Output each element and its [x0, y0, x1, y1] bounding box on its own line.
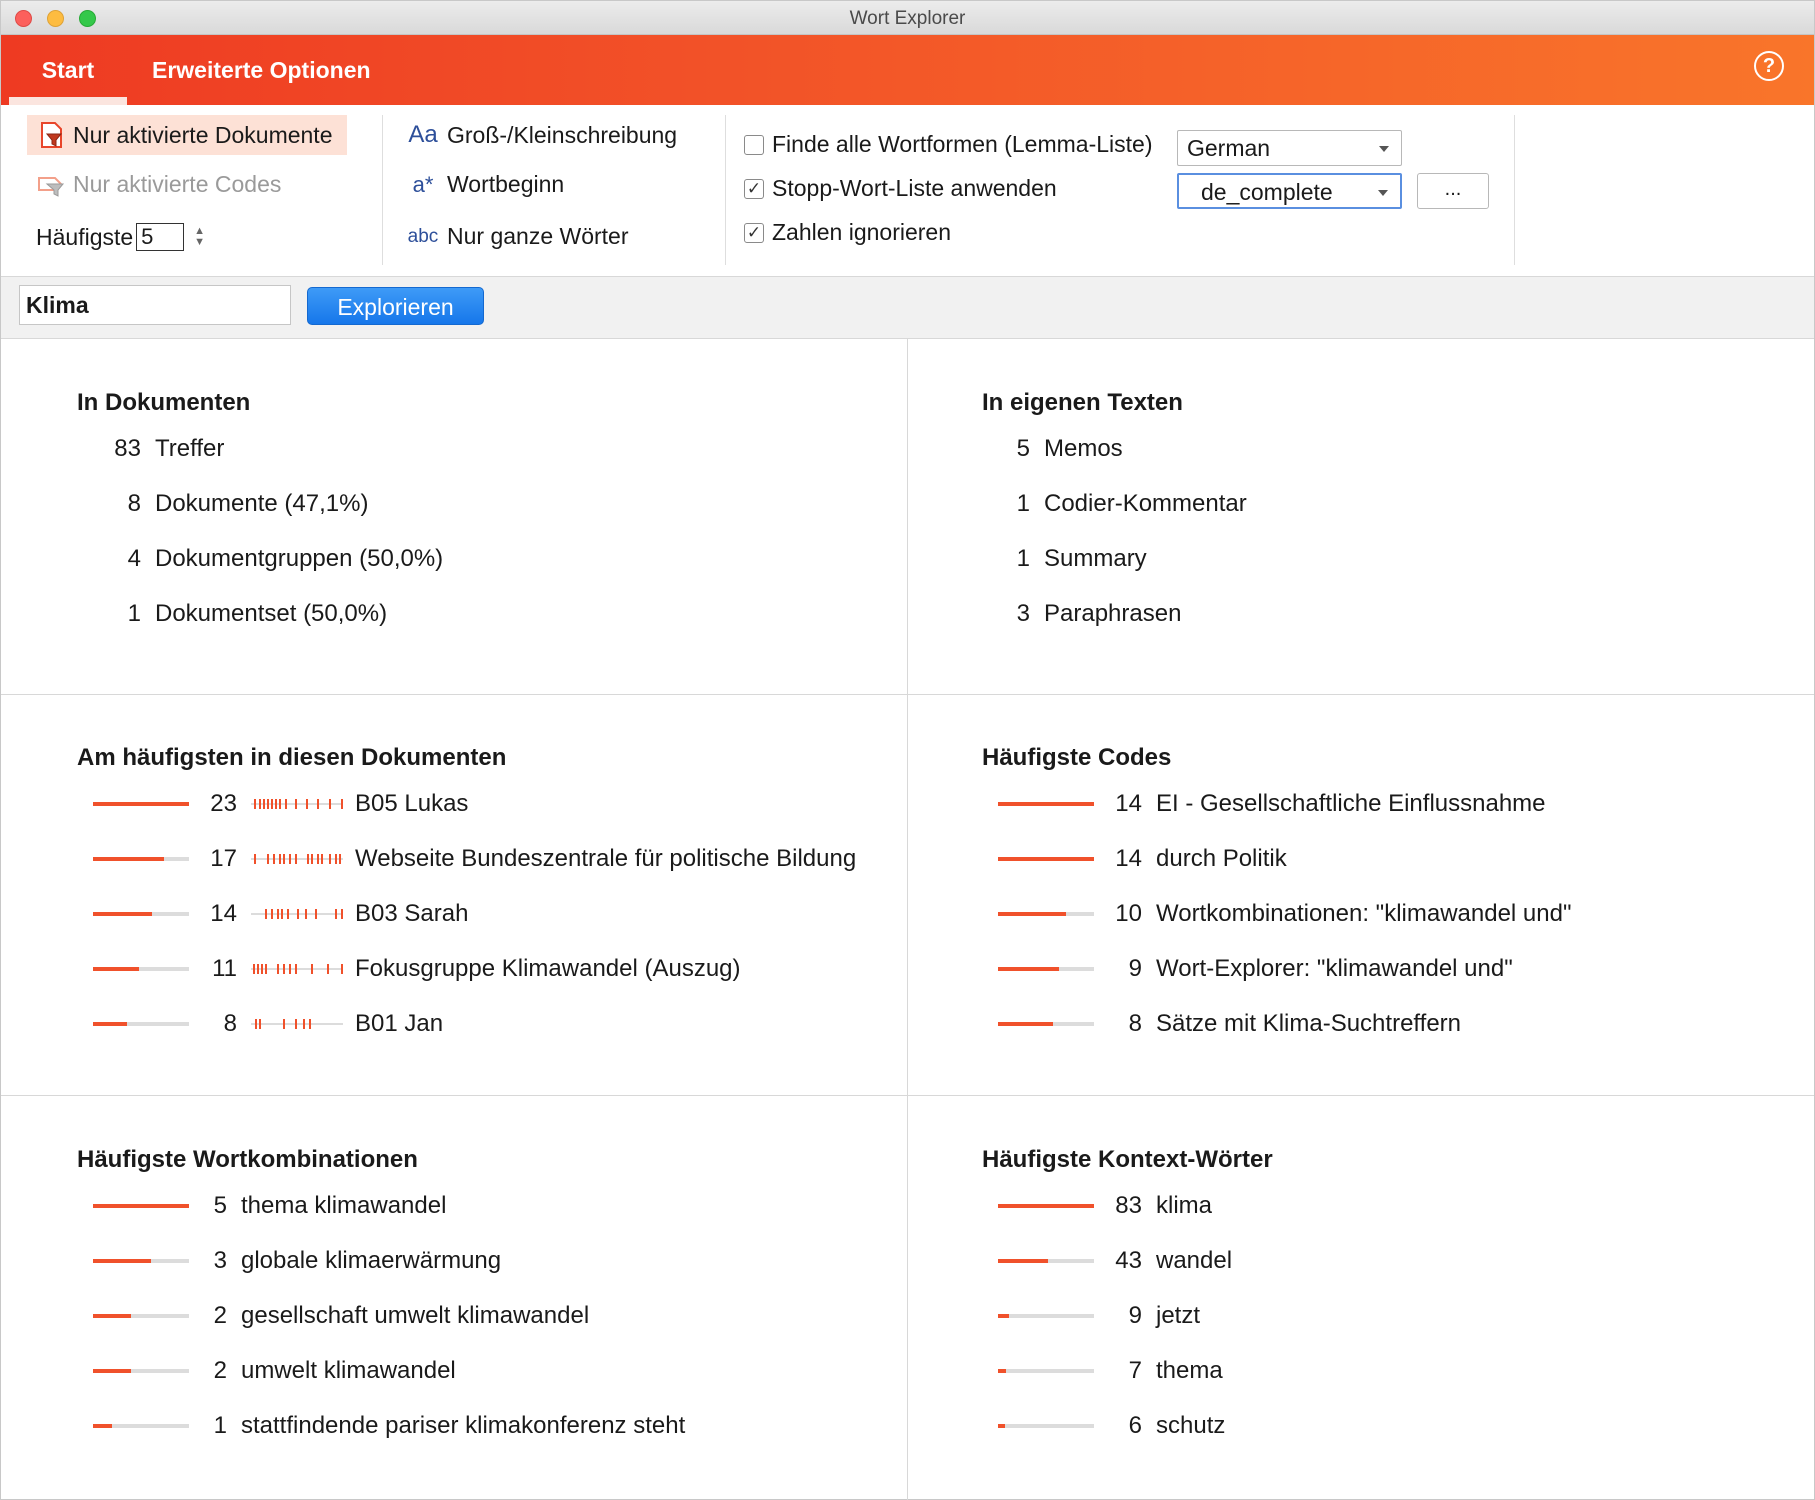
hit-tick: [285, 799, 287, 809]
count-row: [1000, 544, 1147, 574]
frequency-bar: [93, 1424, 189, 1428]
document-name: B01 Jan: [355, 1010, 444, 1037]
hit-tick: [267, 854, 269, 864]
toolbar-separator: [382, 115, 383, 265]
frequency-bar: [998, 857, 1094, 861]
frequency-bar-fill: [998, 857, 1094, 861]
hit-tick: [317, 854, 319, 864]
frequency-bar-fill: [998, 1314, 1009, 1318]
context-word-text: thema: [1156, 1357, 1223, 1384]
window-title: Wort Explorer: [849, 8, 966, 29]
frequency-value: 7: [1128, 1357, 1142, 1384]
ignore-numbers-option[interactable]: [744, 219, 951, 246]
frequency-bar-fill: [93, 967, 139, 971]
hit-tick: [279, 854, 281, 864]
case-sensitive-toggle[interactable]: [405, 121, 677, 149]
top-codes-panel: [982, 744, 1802, 1084]
hit-distribution-strip: [251, 962, 343, 976]
word-combination-row[interactable]: [93, 1246, 501, 1276]
only-active-documents-toggle[interactable]: [27, 115, 347, 155]
count-label: Summary: [1044, 545, 1147, 572]
stepper-arrows-icon[interactable]: ▲ ▼: [194, 225, 206, 248]
frequency-bar: [998, 967, 1094, 971]
frequency-bar: [93, 1314, 189, 1318]
frequency-bar: [998, 912, 1094, 916]
ribbon-tabs: [1, 35, 1814, 105]
frequency-bar: [93, 1204, 189, 1208]
context-word-row[interactable]: [998, 1356, 1223, 1386]
frequency-bar: [998, 1369, 1094, 1373]
count-value: 1: [127, 600, 141, 627]
count-row: [1000, 489, 1247, 519]
hit-tick: [311, 854, 313, 864]
word-combination-text: gesellschaft umwelt klimawandel: [241, 1302, 590, 1329]
frequency-value: 6: [1128, 1412, 1142, 1439]
frequency-bar-fill: [93, 802, 189, 806]
frequency-value: 8: [223, 1010, 237, 1037]
context-word-row[interactable]: [998, 1301, 1200, 1331]
frequency-bar: [93, 857, 189, 861]
hit-tick: [254, 799, 256, 809]
hit-distribution-strip: [251, 1017, 343, 1031]
stopword-list-option[interactable]: [744, 175, 1057, 202]
hit-tick: [303, 1019, 305, 1029]
hit-tick: [263, 799, 265, 809]
count-label: Memos: [1044, 435, 1123, 462]
context-word-text: jetzt: [1156, 1302, 1201, 1329]
whole-words-toggle[interactable]: [405, 223, 629, 250]
hit-tick: [259, 799, 261, 809]
language-select-value: German: [1187, 135, 1271, 161]
frequency-value: 8: [1128, 1010, 1142, 1037]
hit-tick: [327, 964, 329, 974]
in-documents-panel: [77, 389, 877, 689]
count-row: [95, 434, 224, 464]
hit-tick: [259, 1019, 261, 1029]
document-name: B05 Lukas: [355, 790, 469, 817]
top-codes-title: Häufigste Codes: [982, 744, 1172, 771]
code-filter-icon: [37, 172, 67, 198]
hit-tick: [253, 964, 255, 974]
frequency-value: 3: [213, 1247, 227, 1274]
code-name: EI - Gesellschaftliche Einflussnahme: [1156, 790, 1546, 817]
count-row: [95, 599, 387, 629]
toolbar-separator: [725, 115, 726, 265]
top-documents-panel: [77, 744, 897, 1084]
hit-tick: [275, 799, 277, 809]
lemma-checkbox[interactable]: [744, 135, 764, 155]
context-word-row[interactable]: [998, 1246, 1232, 1276]
frequency-value: 17: [210, 845, 237, 872]
document-row[interactable]: [93, 789, 468, 819]
frequency-bar-fill: [998, 1022, 1053, 1026]
frequency-bar-fill: [998, 1424, 1005, 1428]
frequency-bar-fill: [93, 1204, 189, 1208]
document-filter-icon: [37, 121, 67, 149]
hit-tick: [297, 909, 299, 919]
word-combination-row[interactable]: [93, 1301, 589, 1331]
word-combination-text: globale klimaerwärmung: [241, 1247, 502, 1274]
count-value: 1: [1016, 490, 1030, 517]
frequency-value: 9: [1128, 955, 1142, 982]
frequency-bar: [998, 1424, 1094, 1428]
most-frequent-label: Häufigste: [36, 223, 134, 250]
count-label: Paraphrasen: [1044, 600, 1182, 627]
frequency-value: 14: [210, 900, 237, 927]
hit-tick: [335, 909, 337, 919]
document-row[interactable]: [93, 1009, 443, 1039]
edit-stopword-list-button[interactable]: ...: [1417, 173, 1489, 209]
language-select[interactable]: [1177, 130, 1402, 166]
count-row: [95, 544, 443, 574]
hit-tick: [257, 964, 259, 974]
frequency-value: 2: [213, 1302, 227, 1329]
frequency-bar: [998, 1259, 1094, 1263]
panel-divider: [1, 694, 1814, 695]
frequency-value: 14: [1115, 845, 1142, 872]
in-own-texts-title: In eigenen Texten: [982, 389, 1183, 416]
tab-advanced-options[interactable]: Erweiterte Optionen: [152, 57, 371, 83]
document-name: Webseite Bundeszentrale für politische Bildung: [355, 845, 857, 872]
document-row[interactable]: [93, 954, 741, 984]
ignore-numbers-label: Zahlen ignorieren: [772, 219, 952, 245]
frequency-value: 5: [213, 1192, 227, 1219]
code-name: durch Politik: [1156, 845, 1287, 872]
code-row[interactable]: [998, 954, 1513, 984]
code-name: Sätze mit Klima-Suchtreffern: [1156, 1010, 1462, 1037]
document-row[interactable]: [93, 899, 468, 929]
code-row[interactable]: [998, 789, 1546, 819]
hit-tick: [309, 1019, 311, 1029]
frequency-bar: [93, 802, 189, 806]
count-label: Treffer: [155, 435, 225, 462]
hit-tick: [283, 1019, 285, 1029]
hit-tick: [315, 909, 317, 919]
top-combinations-panel: [77, 1146, 897, 1486]
code-name: Wort-Explorer: "klimawandel und": [1156, 955, 1513, 982]
word-combination-row[interactable]: [93, 1411, 685, 1441]
code-row[interactable]: [998, 1009, 1461, 1039]
frequency-value: 14: [1115, 790, 1142, 817]
title-bar: [1, 1, 1814, 35]
hit-tick: [341, 964, 343, 974]
hit-tick: [255, 1019, 257, 1029]
code-row[interactable]: [998, 899, 1571, 929]
frequency-value: 83: [1115, 1192, 1142, 1219]
frequency-bar: [93, 1022, 189, 1026]
top-documents-title: Am häufigsten in diesen Dokumenten: [77, 744, 507, 771]
frequency-bar-fill: [93, 1022, 127, 1026]
only-active-codes-label: Nur aktivierte Codes: [73, 171, 282, 197]
chevron-down-icon: [1379, 146, 1389, 152]
frequency-value: 11: [212, 955, 237, 982]
panel-divider: [1, 1095, 1814, 1096]
hit-tick: [283, 964, 285, 974]
hit-tick: [281, 909, 283, 919]
hit-tick: [273, 854, 275, 864]
hit-tick: [283, 854, 285, 864]
count-value: 4: [127, 545, 141, 572]
context-word-row[interactable]: [998, 1191, 1212, 1221]
frequency-bar: [998, 1022, 1094, 1026]
count-label: Dokumentgruppen (50,0%): [155, 545, 444, 572]
top-context-words-panel: [982, 1146, 1802, 1486]
only-active-documents-label: Nur aktivierte Dokumente: [73, 121, 333, 148]
count-value: 1: [1016, 545, 1030, 572]
hit-tick: [321, 854, 323, 864]
frequency-bar-fill: [93, 1369, 131, 1373]
hit-tick: [295, 854, 297, 864]
help-icon[interactable]: ?: [1754, 51, 1784, 81]
frequency-bar-fill: [998, 1259, 1048, 1263]
hit-tick: [267, 799, 269, 809]
word-start-icon: a*: [412, 171, 434, 197]
context-word-text: klima: [1156, 1192, 1213, 1219]
panel-divider: [907, 339, 908, 1500]
frequency-bar-fill: [998, 967, 1059, 971]
hit-tick: [295, 1019, 297, 1029]
lemma-list-option[interactable]: [744, 131, 1152, 158]
count-value: 8: [127, 490, 141, 517]
context-word-text: wandel: [1156, 1247, 1233, 1274]
hit-tick: [277, 964, 279, 974]
search-row: [1, 277, 1814, 339]
search-input[interactable]: Klima: [19, 285, 291, 325]
frequency-bar-fill: [998, 912, 1066, 916]
count-row: [1000, 434, 1123, 464]
hit-tick: [341, 799, 343, 809]
hit-tick: [295, 964, 297, 974]
frequency-value: 23: [210, 790, 237, 817]
context-word-row[interactable]: [998, 1411, 1225, 1441]
count-label: Codier-Kommentar: [1044, 490, 1247, 517]
word-start-label: Wortbeginn: [447, 171, 565, 197]
count-row: [95, 489, 368, 519]
hit-tick: [317, 799, 319, 809]
frequency-bar: [998, 1314, 1094, 1318]
whole-word-icon: abc: [407, 225, 439, 247]
code-name: Wortkombinationen: "klimawandel und": [1156, 900, 1572, 927]
frequency-bar-fill: [93, 912, 152, 916]
frequency-value: 10: [1115, 900, 1142, 927]
frequency-bar: [93, 1369, 189, 1373]
stopword-label: Stopp-Wort-Liste anwenden: [772, 175, 1057, 201]
hit-tick: [339, 854, 341, 864]
count-value: 83: [114, 435, 141, 462]
frequency-value: 2: [213, 1357, 227, 1384]
code-row[interactable]: [998, 844, 1287, 874]
count-label: Dokumentset (50,0%): [155, 600, 388, 627]
frequency-bar: [998, 1204, 1094, 1208]
frequency-bar: [998, 802, 1094, 806]
hit-tick: [279, 799, 281, 809]
chevron-down-icon: [1378, 190, 1388, 196]
toolbar-separator: [1514, 115, 1515, 265]
frequency-value: 1: [213, 1412, 227, 1439]
stopword-checkbox[interactable]: ✓: [744, 179, 764, 199]
most-frequent-setting: [36, 223, 205, 251]
in-documents-title: In Dokumenten: [77, 389, 251, 416]
frequency-bar-fill: [93, 1314, 131, 1318]
hit-tick: [261, 964, 263, 974]
top-combinations-title: Häufigste Wortkombinationen: [77, 1146, 418, 1173]
frequency-bar-fill: [93, 857, 164, 861]
options-toolbar: [1, 105, 1814, 277]
hit-tick: [329, 799, 331, 809]
count-value: 3: [1016, 600, 1030, 627]
ignore-numbers-checkbox[interactable]: ✓: [744, 223, 764, 243]
document-name: B03 Sarah: [355, 900, 469, 927]
frequency-value: 9: [1128, 1302, 1142, 1329]
hit-tick: [306, 799, 308, 809]
frequency-bar: [93, 967, 189, 971]
hit-tick: [305, 909, 307, 919]
frequency-bar: [93, 1259, 189, 1263]
word-combination-text: umwelt klimawandel: [241, 1357, 456, 1384]
frequency-bar-fill: [998, 1369, 1006, 1373]
hit-tick: [307, 854, 309, 864]
lemma-label: Finde alle Wortformen (Lemma-Liste): [772, 131, 1153, 157]
hit-tick: [265, 964, 267, 974]
top-context-words-title: Häufigste Kontext-Wörter: [982, 1146, 1273, 1173]
frequency-bar: [93, 912, 189, 916]
hit-tick: [335, 854, 337, 864]
word-start-toggle[interactable]: [405, 171, 564, 198]
frequency-bar-fill: [93, 1424, 112, 1428]
word-combination-row[interactable]: [93, 1191, 446, 1221]
most-frequent-input[interactable]: 5: [136, 223, 184, 251]
stopword-list-select[interactable]: [1177, 173, 1402, 209]
whole-words-label: Nur ganze Wörter: [447, 223, 629, 249]
hit-tick: [271, 799, 273, 809]
hit-distribution-strip: [251, 797, 343, 811]
tab-start[interactable]: Start: [9, 35, 127, 105]
count-row: [1000, 599, 1181, 629]
case-icon: Aa: [408, 121, 438, 148]
hit-tick: [289, 854, 291, 864]
explore-button[interactable]: Explorieren: [307, 287, 484, 325]
hit-distribution-strip: [251, 907, 343, 921]
word-combination-text: stattfindende pariser klimakonferenz steht: [241, 1412, 686, 1439]
stopword-list-select-value: de_complete: [1201, 179, 1333, 205]
hit-tick: [311, 964, 313, 974]
hit-tick: [341, 909, 343, 919]
document-name: Fokusgruppe Klimawandel (Auszug): [355, 955, 741, 982]
frequency-value: 43: [1115, 1247, 1142, 1274]
hit-tick: [254, 854, 256, 864]
hit-tick: [271, 909, 273, 919]
hit-tick: [329, 854, 331, 864]
word-combination-text: thema klimawandel: [241, 1192, 447, 1219]
hit-tick: [289, 964, 291, 974]
count-value: 5: [1016, 435, 1030, 462]
hit-tick: [295, 799, 297, 809]
frequency-bar-fill: [998, 802, 1094, 806]
in-own-texts-panel: [982, 389, 1782, 689]
hit-tick: [277, 909, 279, 919]
count-label: Dokumente (47,1%): [155, 490, 369, 517]
only-active-codes-toggle[interactable]: [37, 171, 281, 198]
frequency-bar-fill: [998, 1204, 1094, 1208]
case-sensitive-label: Groß-/Kleinschreibung: [447, 121, 678, 148]
hit-tick: [265, 909, 267, 919]
document-row[interactable]: [93, 844, 856, 874]
hit-distribution-strip: [251, 852, 343, 866]
hit-tick: [287, 909, 289, 919]
word-combination-row[interactable]: [93, 1356, 456, 1386]
frequency-bar-fill: [93, 1259, 151, 1263]
context-word-text: schutz: [1156, 1412, 1226, 1439]
